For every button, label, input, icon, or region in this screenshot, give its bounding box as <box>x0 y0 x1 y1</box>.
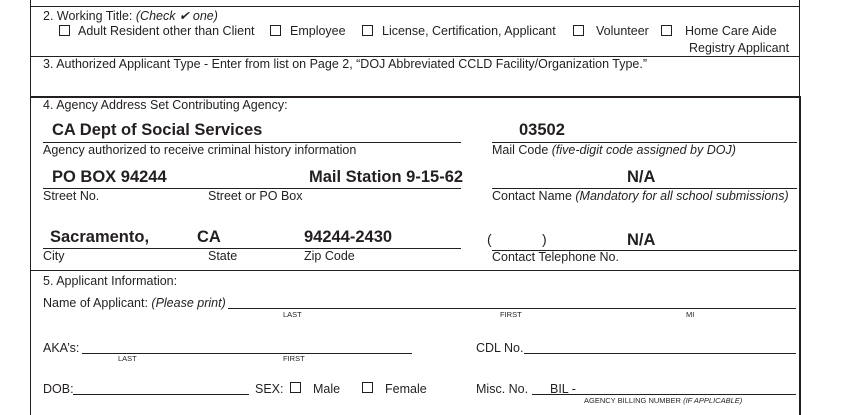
option-volunteer: Volunteer <box>596 24 649 38</box>
state-label: State <box>208 249 238 263</box>
city-label: City <box>43 249 65 263</box>
checkbox-adult-resident[interactable] <box>59 25 70 36</box>
checkbox-employee[interactable] <box>270 25 281 36</box>
agency-name-value[interactable]: CA Dept of Social Services <box>52 121 263 139</box>
applicant-info-heading: 5. Applicant Information: <box>43 274 178 288</box>
option-employee: Employee <box>290 24 346 38</box>
dob-field[interactable] <box>73 394 249 395</box>
zip-label: Zip Code <box>304 249 355 263</box>
option-home-care-aide-line2: Registry Applicant <box>689 41 790 55</box>
street-box-label: Street or PO Box <box>208 189 303 203</box>
right-border-top <box>799 0 800 96</box>
applicant-name-field[interactable] <box>228 308 796 309</box>
mail-code-hint: (five-digit code assigned by DOJ) <box>551 143 736 157</box>
contact-name-hint: (Mandatory for all school submissions) <box>575 189 789 203</box>
checkbox-male[interactable] <box>290 382 301 393</box>
agency-name-label: Agency authorized to receive criminal history information <box>43 143 357 157</box>
city-value[interactable]: Sacramento, <box>50 228 150 246</box>
mail-code-label: Mail Code <box>492 143 549 157</box>
street-box-value[interactable]: Mail Station 9-15-62 <box>309 168 464 186</box>
female-label: Female <box>385 382 427 396</box>
contact-name-value[interactable]: N/A <box>627 168 656 186</box>
checkbox-female[interactable] <box>362 382 373 393</box>
option-adult-resident: Adult Resident other than Client <box>78 24 255 38</box>
left-border <box>30 0 31 415</box>
phone-label: Contact Telephone No. <box>492 250 619 264</box>
billing-caption-group <box>584 396 742 405</box>
option-license-applicant: License, Certification, Applicant <box>382 24 556 38</box>
sex-label: SEX: <box>255 382 284 396</box>
cdl-label: CDL No. <box>476 341 524 355</box>
contact-name-label: Contact Name <box>492 189 572 203</box>
checkbox-volunteer[interactable] <box>573 25 584 36</box>
male-label: Male <box>313 382 341 396</box>
right-border-bottom <box>799 96 801 415</box>
billing-hint: (IF APPLICABLE) <box>683 396 743 405</box>
authorized-applicant-type-label: 3. Authorized Applicant Type - Enter from list on Page 2, “DOJ Abbreviated CCLD Facility/Organization Type.” <box>43 57 647 71</box>
misc-no-field <box>532 394 796 395</box>
contact-name-label-group <box>492 189 789 203</box>
billing-caption: AGENCY BILLING NUMBER <box>584 396 681 405</box>
zip-value[interactable]: 94244-2430 <box>304 228 393 246</box>
working-title-heading <box>43 8 218 23</box>
phone-area-open: ( <box>487 231 492 247</box>
working-title-label: 2. Working Title: <box>43 9 133 23</box>
phone-area-close: ) <box>542 231 547 247</box>
phone-value[interactable]: N/A <box>627 231 656 249</box>
section4-bottom-rule <box>30 270 800 271</box>
dob-label: DOB: <box>43 382 74 396</box>
applicant-last-caption: LAST <box>283 310 302 319</box>
cdl-field[interactable] <box>524 353 796 354</box>
option-home-care-aide: Home Care Aide <box>685 24 777 38</box>
state-value[interactable]: CA <box>197 228 221 246</box>
top-rule <box>30 6 800 7</box>
applicant-name-label: Name of Applicant: <box>43 296 148 310</box>
checkbox-home-care-aide[interactable] <box>661 25 672 36</box>
applicant-name-hint: (Please print) <box>151 296 226 310</box>
aka-label: AKA’s: <box>43 341 80 355</box>
aka-last-caption: LAST <box>118 354 137 363</box>
misc-no-value[interactable]: BIL - <box>550 382 576 396</box>
agency-address-heading: 4. Agency Address Set Contributing Agency: <box>43 98 288 112</box>
applicant-mi-caption: MI <box>686 310 695 319</box>
mail-code-label-group <box>492 143 736 157</box>
applicant-first-caption: FIRST <box>500 310 522 319</box>
misc-no-label: Misc. No. <box>476 382 529 396</box>
mail-code-value[interactable]: 03502 <box>519 121 565 139</box>
city-state-zip-rule <box>43 248 461 249</box>
applicant-name-label-group <box>43 296 226 310</box>
street-no-label: Street No. <box>43 189 100 203</box>
street-no-value[interactable]: PO BOX 94244 <box>52 168 167 186</box>
aka-first-caption: FIRST <box>283 354 305 363</box>
authorized-applicant-type-field[interactable] <box>32 74 798 94</box>
working-title-hint: (Check ✔ one) <box>135 9 218 23</box>
checkbox-license-applicant[interactable] <box>362 25 373 36</box>
